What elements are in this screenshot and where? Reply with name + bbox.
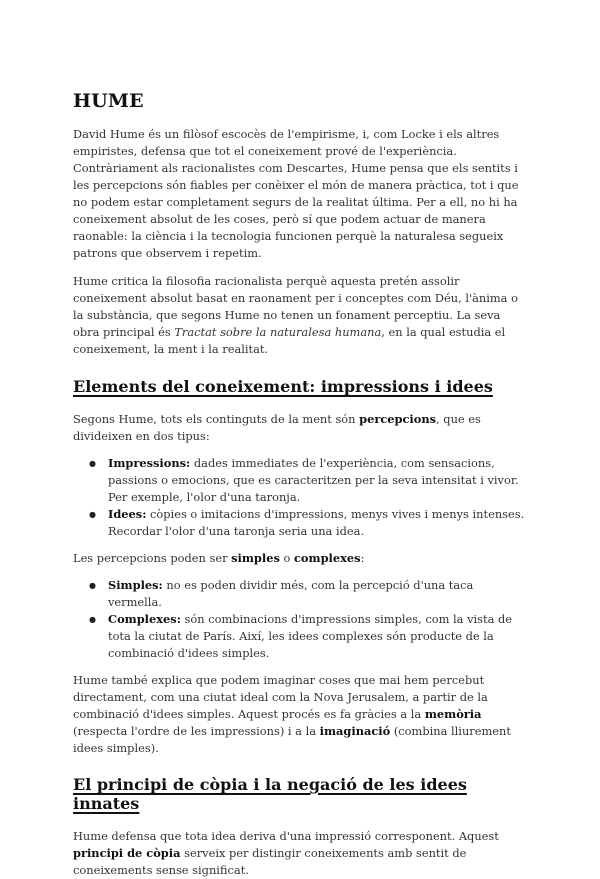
- intro-p2-end: , en la qual estudia el coneixement, la ment i la realitat.: [73, 325, 506, 356]
- bold-term: memòria: [424, 707, 482, 721]
- text-span: :: [360, 551, 365, 565]
- text-span: (combina lliurement idees simples).: [73, 724, 511, 755]
- bold-term: imaginació: [319, 724, 391, 738]
- page-title: HUME: [73, 90, 144, 112]
- section-heading-copy-principle: El principi de còpia i la negació de les idees innates: [73, 775, 467, 813]
- list-item-ideas: [108, 506, 528, 540]
- copy-principle-paragraph: [73, 828, 528, 879]
- bold-term: simples: [231, 551, 280, 565]
- list-term: Complexes:: [108, 612, 181, 626]
- list-item-impressions: [108, 455, 528, 506]
- simple-complex-list: [73, 577, 528, 662]
- bold-term: complexes: [294, 551, 361, 565]
- text-span: Les percepcions poden ser: [73, 551, 232, 565]
- text-span: serveix per distingir coneixements amb sentit de coneixements sense significat.: [73, 846, 467, 877]
- list-item-simple: [108, 577, 528, 611]
- text-span: o: [279, 551, 294, 565]
- perception-types-list: [73, 455, 528, 540]
- imagination-paragraph: [73, 672, 528, 757]
- text-span: Segons Hume, tots els continguts de la ment són: [73, 412, 360, 426]
- list-text: dades immediates de l'experiència, com sensacions, passions o emocions, que es caracteritzen per la seva intensitat i vivor. Per exemple, l'olor d'una taronja.: [108, 456, 519, 504]
- text-span: Hume defensa que tota idea deriva d'una impressió corresponent. Aquest: [73, 829, 499, 843]
- bold-term: percepcions: [359, 412, 437, 426]
- intro-p2-start: Hume critica la filosofia racionalista perquè aquesta pretén assolir coneixement absolut basat en raonament per i conceptes com Déu, l'ànima o la substància, que segons Hume no tenen un fonament perceptiu. La seva obra principal és: [73, 274, 518, 339]
- text-span: (respecta l'ordre de les impressions) i a la: [73, 724, 320, 738]
- list-term: Impressions:: [108, 456, 191, 470]
- text-span: Hume també explica que podem imaginar coses que mai hem percebut directament, com una ciutat ideal com la Nova Jerusalem, a partir de la combinació d'idees simples. Aquest procés es fa gràcies a la: [73, 673, 488, 721]
- section-heading-elements: Elements del coneixement: impressions i idees: [73, 377, 493, 396]
- list-text: no es poden dividir més, com la percepció d'una taca vermella.: [108, 578, 474, 609]
- list-text: còpies o imitacions d'impressions, menys vives i menys intenses. Recordar l'olor d'una taronja seria una idea.: [108, 507, 525, 538]
- text-span: , que es divideixen en dos tipus:: [73, 412, 481, 443]
- list-text: són combinacions d'impressions simples, com la vista de tota la ciutat de París. Així, les idees complexes són producte de la combinació d'idees simples.: [108, 612, 513, 660]
- perceptions-paragraph: [73, 411, 528, 445]
- book-title: Tractat sobre la naturalesa humana: [174, 325, 382, 339]
- simple-complex-paragraph: [73, 550, 528, 567]
- list-term: Simples:: [108, 578, 163, 592]
- intro-paragraph-2: [73, 273, 528, 358]
- list-term: Idees:: [108, 507, 147, 521]
- bold-term: principi de còpia: [73, 846, 181, 860]
- intro-paragraph-1: David Hume és un filòsof escocès de l'empirisme, i, com Locke i els altres empiristes, defensa que tot el coneixement prové de l'experiència. Contràriament als racionalistes com Descartes, Hume pensa que els sentits i les percepcions són fiables per conèixer el món de manera pràctica, tot i que no podem estar completament segurs de la realitat última. Per a ell, no hi ha coneixement absolut de les coses, però sí que podem actuar de manera raonable: la ciència i la tecnologia funcionen perquè la naturalesa segueix patrons que observem i repetim.: [73, 127, 519, 260]
- list-item-complex: [108, 611, 528, 662]
